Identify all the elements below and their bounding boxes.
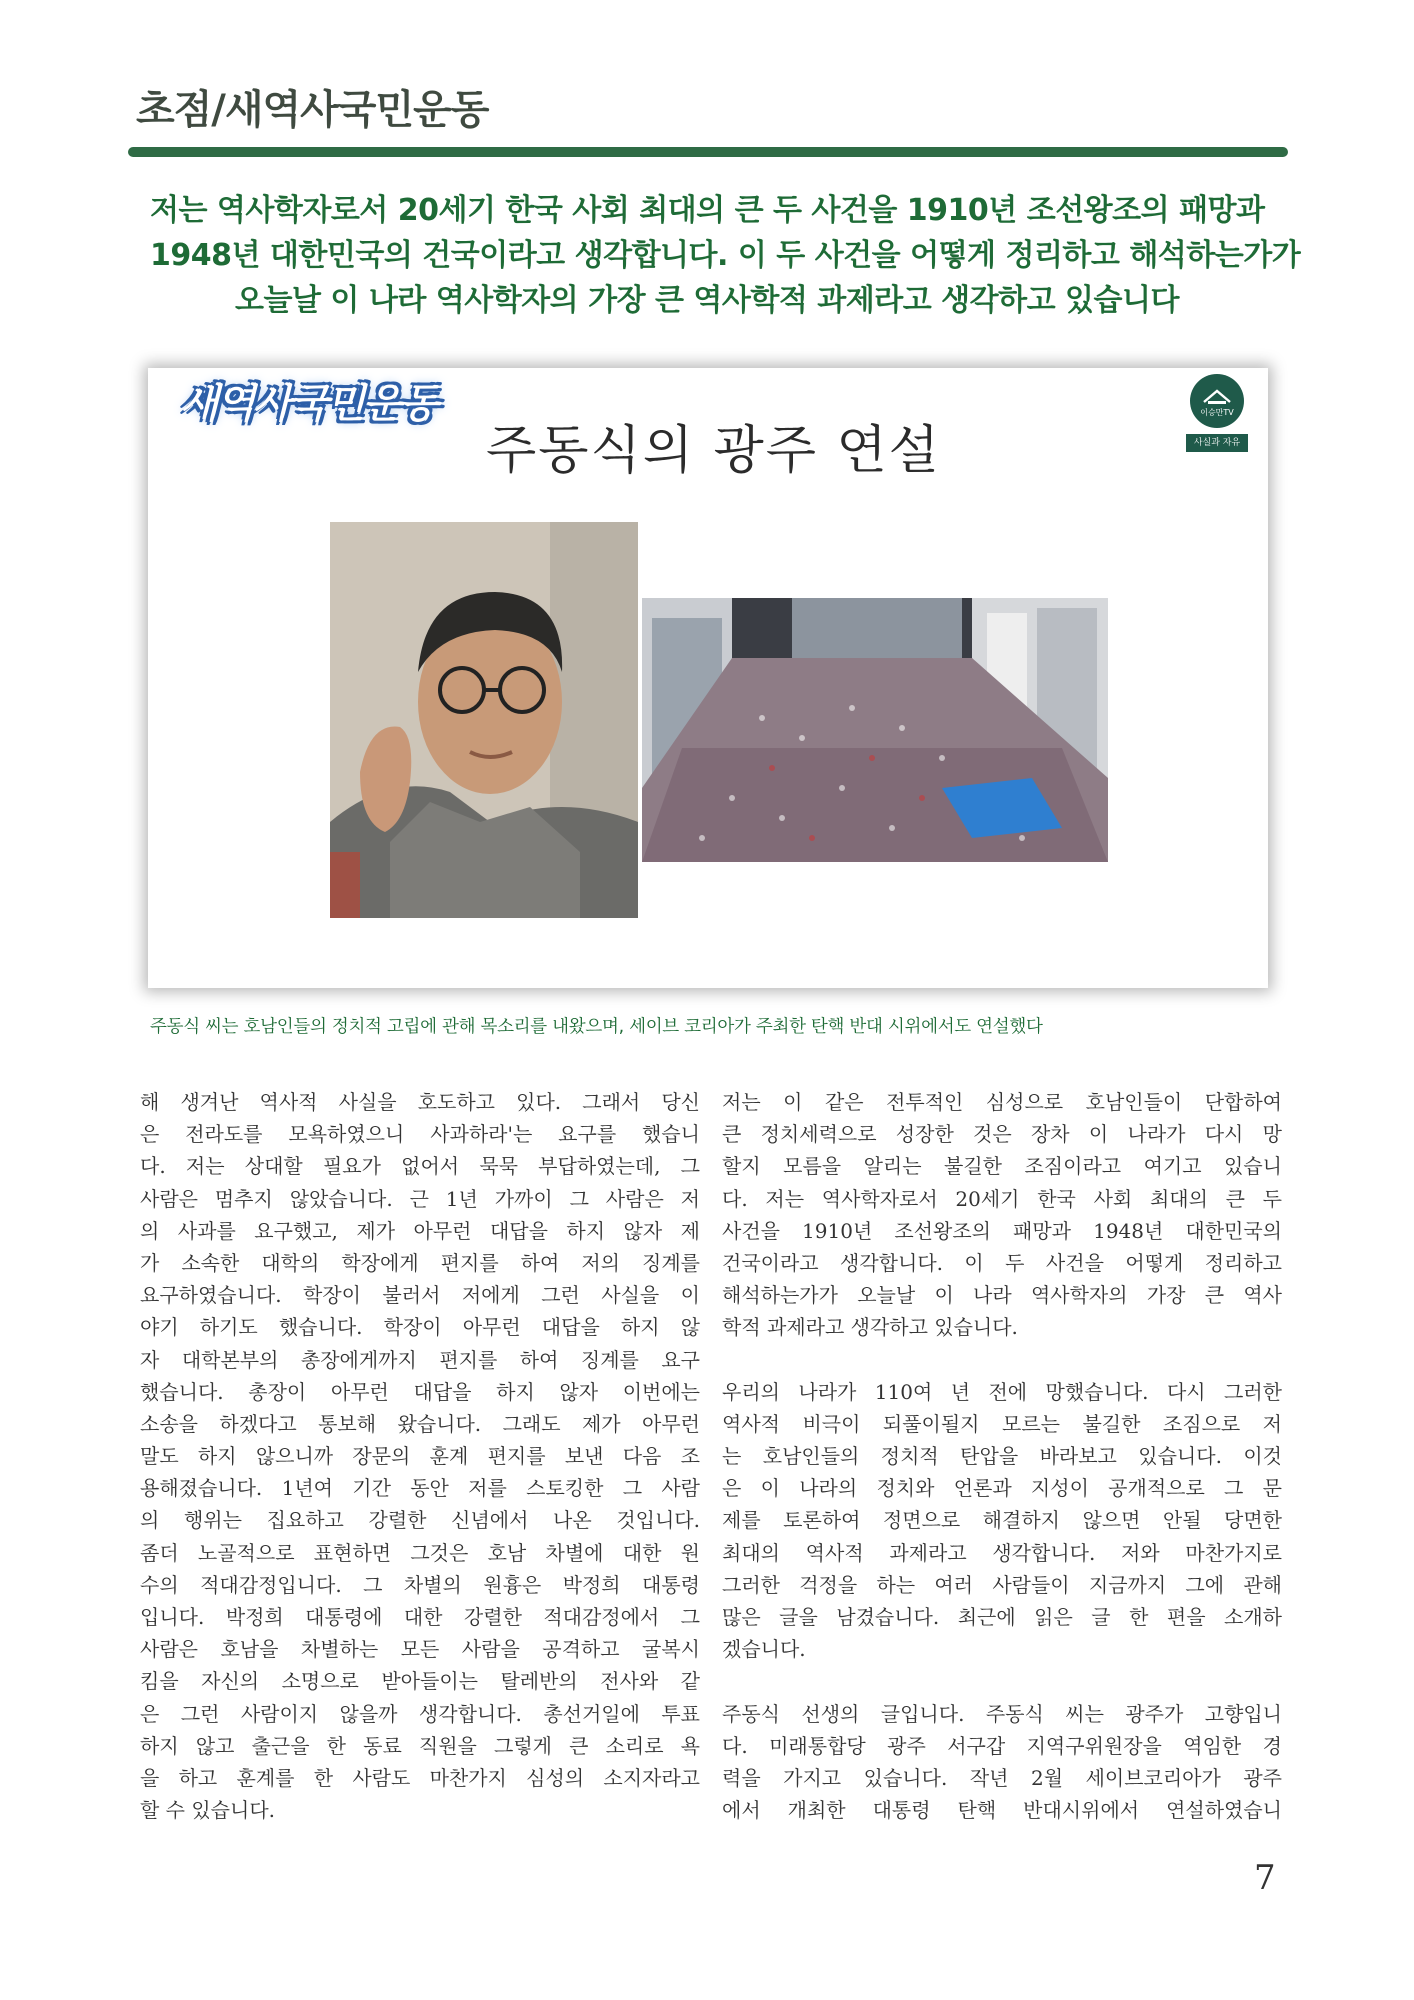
text-line: 야기 하기도 했습니다. 학장이 아무런 대답을 하지 않	[140, 1315, 700, 1340]
text-line: 역사적 비극이 되풀이될지 모르는 불길한 조짐으로 저	[722, 1411, 1282, 1436]
text-line: 많은 글을 남겼습니다. 최근에 읽은 글 한 편을 소개하	[722, 1605, 1282, 1629]
text-line: 다. 저는 역사학자로서 20세기 한국 사회 최대의 큰 두	[722, 1186, 1282, 1211]
pull-quote-line: 오늘날 이 나라 역사학자의 가장 큰 역사학적 과제라고 생각하고 있습니다	[235, 283, 1179, 318]
channel-logo-icon	[1190, 374, 1244, 428]
text-line: 는 호남인들의 정치적 탄압을 바라보고 있습니다. 이것	[722, 1444, 1282, 1469]
left-column	[140, 1086, 700, 1826]
text-line: 해석하는가가 오늘날 이 나라 역사학자의 가장 큰 역사	[722, 1283, 1282, 1308]
text-line: 학적 과제라고 생각하고 있습니다.	[722, 1315, 1018, 1340]
text-line: 자 대학본부의 총장에게까지 편지를 하여 징계를 요구	[140, 1347, 700, 1372]
text-line: 주동식 선생의 글입니다. 주동식 씨는 광주가 고향입니	[722, 1701, 1282, 1726]
channel-tagline: 사실과 자유	[1186, 434, 1248, 452]
text-line: 저는 이 같은 전투적인 심성으로 호남인들이 단합하여	[722, 1090, 1282, 1114]
text-line: 사람은 멈추지 않았습니다. 근 1년 가까이 그 사람은 저	[140, 1186, 700, 1211]
text-line: 해 생겨난 역사적 사실을 호도하고 있다. 그래서 당신	[140, 1090, 700, 1114]
text-line: 가 소속한 대학의 학장에게 편지를 하여 저의 징계를	[140, 1250, 700, 1275]
text-line: 우리의 나라가 110여 년 전에 망했습니다. 다시 그러한	[722, 1379, 1282, 1404]
text-line: 킴을 자신의 소명으로 받아들이는 탈레반의 전사와 같	[140, 1669, 700, 1694]
text-line: 다. 미래통합당 광주 서구갑 지역구위원장을 역임한 경	[722, 1733, 1282, 1758]
text-line: 최대의 역사적 과제라고 생각합니다. 저와 마찬가지로	[722, 1540, 1282, 1565]
text-line: 말도 하지 않으니까 장문의 훈계 편지를 보낸 다음 조	[140, 1444, 700, 1469]
pull-quote-line: 저는 역사학자로서 20세기 한국 사회 최대의 큰 두 사건을 1910년 조선왕조의 패망과	[150, 193, 1265, 228]
text-line: 제를 토론하여 정면으로 해결하지 않으면 안될 당면한	[722, 1508, 1282, 1533]
portrait-photo	[330, 522, 638, 918]
text-line: 에서 개최한 대통령 탄핵 반대시위에서 연설하였습니	[722, 1798, 1282, 1823]
text-line: 겠습니다.	[722, 1637, 806, 1662]
channel-name: 이승만TV	[1200, 408, 1234, 417]
text-line: 입니다. 박정희 대통령에 대한 강렬한 적대감정에서 그	[140, 1605, 700, 1629]
text-line: 할 수 있습니다.	[140, 1798, 275, 1823]
page-number: 7	[1254, 1858, 1276, 1898]
text-line: 건국이라고 생각합니다. 이 두 사건을 어떻게 정리하고	[722, 1250, 1282, 1275]
text-line: 했습니다. 총장이 아무런 대답을 하지 않자 이번에는	[140, 1379, 700, 1404]
text-line: 좀더 노골적으로 표현하면 그것은 호남 차별에 대한 원	[140, 1540, 700, 1565]
text-line: 의 사과를 요구했고, 제가 아무런 대답을 하지 않자 제	[140, 1218, 700, 1243]
pull-quote	[150, 188, 1301, 323]
text-line: 의 행위는 집요하고 강렬한 신념에서 나온 것입니다.	[140, 1508, 700, 1533]
text-line: 력을 가지고 있습니다. 작년 2월 세이브코리아가 광주	[722, 1765, 1282, 1790]
paragraph-gap	[722, 1665, 1282, 1697]
channel-badge	[1186, 374, 1248, 460]
paragraph-gap	[722, 1344, 1282, 1376]
text-line: 은 이 나라의 정치와 언론과 지성이 공개적으로 그 문	[722, 1476, 1282, 1501]
figure-logo-text: 새역사국민운동	[180, 381, 437, 427]
text-line: 큰 정치세력으로 성장한 것은 장차 이 나라가 다시 망	[722, 1122, 1282, 1147]
text-line: 다. 저는 상대할 필요가 없어서 묵묵 부답하였는데, 그	[140, 1154, 700, 1179]
text-line: 할지 모름을 알리는 불길한 조짐이라고 여기고 있습니	[722, 1154, 1282, 1179]
section-title: 초점/새역사국민운동	[136, 87, 489, 133]
text-line: 수의 적대감정입니다. 그 차별의 원흉은 박정희 대통령	[140, 1572, 700, 1597]
figure-caption: 주동식 씨는 호남인들의 정치적 고립에 관해 목소리를 내왔으며, 세이브 코리아가 주최한 탄핵 반대 시위에서도 연설했다	[150, 1017, 1043, 1037]
text-line: 하지 않고 출근을 한 동료 직원을 그렇게 큰 소리로 욕	[140, 1733, 700, 1758]
title-rule	[128, 147, 1288, 157]
rally-crowd-photo	[642, 598, 1108, 862]
text-line: 요구하였습니다. 학장이 불러서 저에게 그런 사실을 이	[140, 1283, 700, 1308]
text-line: 사건을 1910년 조선왕조의 패망과 1948년 대한민국의	[722, 1218, 1282, 1243]
text-line: 을 하고 훈계를 한 사람도 마찬가지 심성의 소지자라고	[140, 1765, 700, 1790]
pull-quote-line: 1948년 대한민국의 건국이라고 생각합니다. 이 두 사건을 어떻게 정리하고 해석하는가가	[150, 238, 1301, 273]
text-line: 소송을 하겠다고 통보해 왔습니다. 그래도 제가 아무런	[140, 1411, 700, 1436]
text-line: 용해졌습니다. 1년여 기간 동안 저를 스토킹한 그 사람	[140, 1476, 700, 1501]
text-line: 사람은 호남을 차별하는 모든 사람을 공격하고 굴복시	[140, 1637, 700, 1662]
text-line: 그러한 걱정을 하는 여러 사람들이 지금까지 그에 관해	[722, 1572, 1282, 1597]
right-column	[722, 1086, 1282, 1826]
figure-title: 주동식의 광주 연설	[486, 421, 941, 481]
text-line: 은 그런 사람이지 않을까 생각합니다. 총선거일에 투표	[140, 1701, 700, 1726]
text-line: 은 전라도를 모욕하였으니 사과하라'는 요구를 했습니	[140, 1122, 700, 1147]
